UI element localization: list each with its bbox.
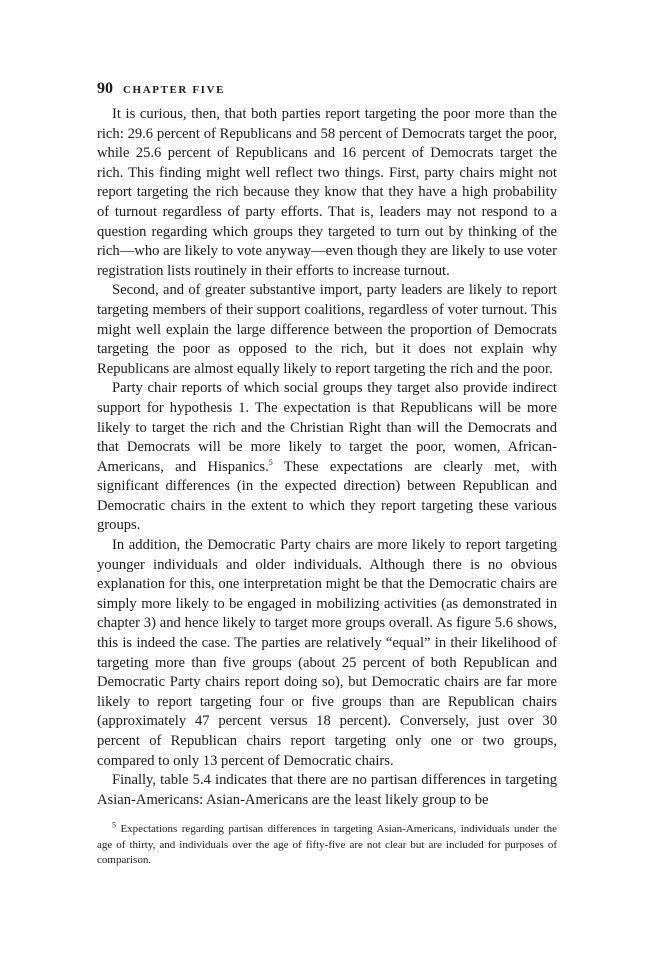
paragraph-1 (97, 105, 557, 281)
paragraph-2 (97, 281, 557, 379)
body-text (97, 105, 557, 810)
footnote-marker: 5 (112, 820, 116, 830)
footnote-5-text: Expectations regarding partisan differences in targeting Asian-Americans, individuals under the age of thirty, and individuals over the age of fifty-five are not clear but are included for purposes of comparison. (97, 823, 557, 867)
paragraph-4 (97, 536, 557, 771)
paragraph-3-text: Party chair reports of which social groups they target also provide indirect support for hypothesis 1. The expectation is that Republicans will be more likely to target the rich and the Christian Right than will the Democrats and that Democrats will be more likely to target the poor, women, African-Americans, and Hispanics. (97, 380, 557, 475)
paragraph-2-text: Second, and of greater substantive import, party leaders are likely to report targeting members of their support coalitions, regardless of voter turnout. This might well explain the large difference between the proportion of Democrats targeting the poor as opposed to the rich, but it does not explain why Republicans are almost equally likely to report targeting the rich and the poor. (97, 282, 557, 377)
paragraph-5-text: Finally, table 5.4 indicates that there are no partisan differences in targeting Asian-Americans: Asian-Americans are the least likely group to be (97, 772, 557, 808)
footnote-5 (97, 822, 557, 869)
footnote-reference[interactable]: 5 (268, 457, 273, 467)
paragraph-1-text: It is curious, then, that both parties report targeting the poor more than the rich: 29.6 percent of Republicans and 58 percent of Democrats target the poor, while 25.6 percent of Republicans and 16 percent of Democrats target the rich. This finding might well reflect two things. First, party chairs might not report targeting the rich because they know that they have a high probability of turnout regardless of party efforts. That is, leaders may not respond to a question regarding which groups they targeted to turn out by thinking of the rich—who are likely to vote anyway—even though they are likely to use voter registration lists routinely in their efforts to increase turnout. (97, 106, 557, 279)
footnotes (97, 822, 557, 869)
paragraph-4-text: In addition, the Democratic Party chairs are more likely to report targeting younger individuals and older individuals. Although there is no obvious explanation for this, one interpretation might be that the Democratic chairs are simply more likely to be engaged in mobilizing activities (as demonstrated in chapter 3) and hence likely to target more groups overall. As figure 5.6 shows, this is indeed the case. The parties are relatively “equal” in their likelihood of targeting more than five groups (about 25 percent of both Republican and Democratic Party chairs report doing so), but Democratic chairs are far more likely to report targeting four or five groups than are Republican chairs (approximately 47 percent versus 18 percent). Conversely, just over 30 percent of Republican chairs report targeting only one or two groups, compared to only 13 percent of Democratic chairs. (97, 537, 557, 769)
running-head (97, 80, 225, 100)
chapter-label: CHAPTER FIVE (123, 84, 226, 96)
paragraph-3-text-continued: These expectations are clearly met, with significant differences (in the expected direction) between Republican and Democratic chairs in the extent to which they report targeting these various groups. (97, 458, 558, 534)
paragraph-3 (97, 379, 557, 536)
page-number: 90 (97, 80, 113, 97)
paragraph-5 (97, 771, 557, 810)
